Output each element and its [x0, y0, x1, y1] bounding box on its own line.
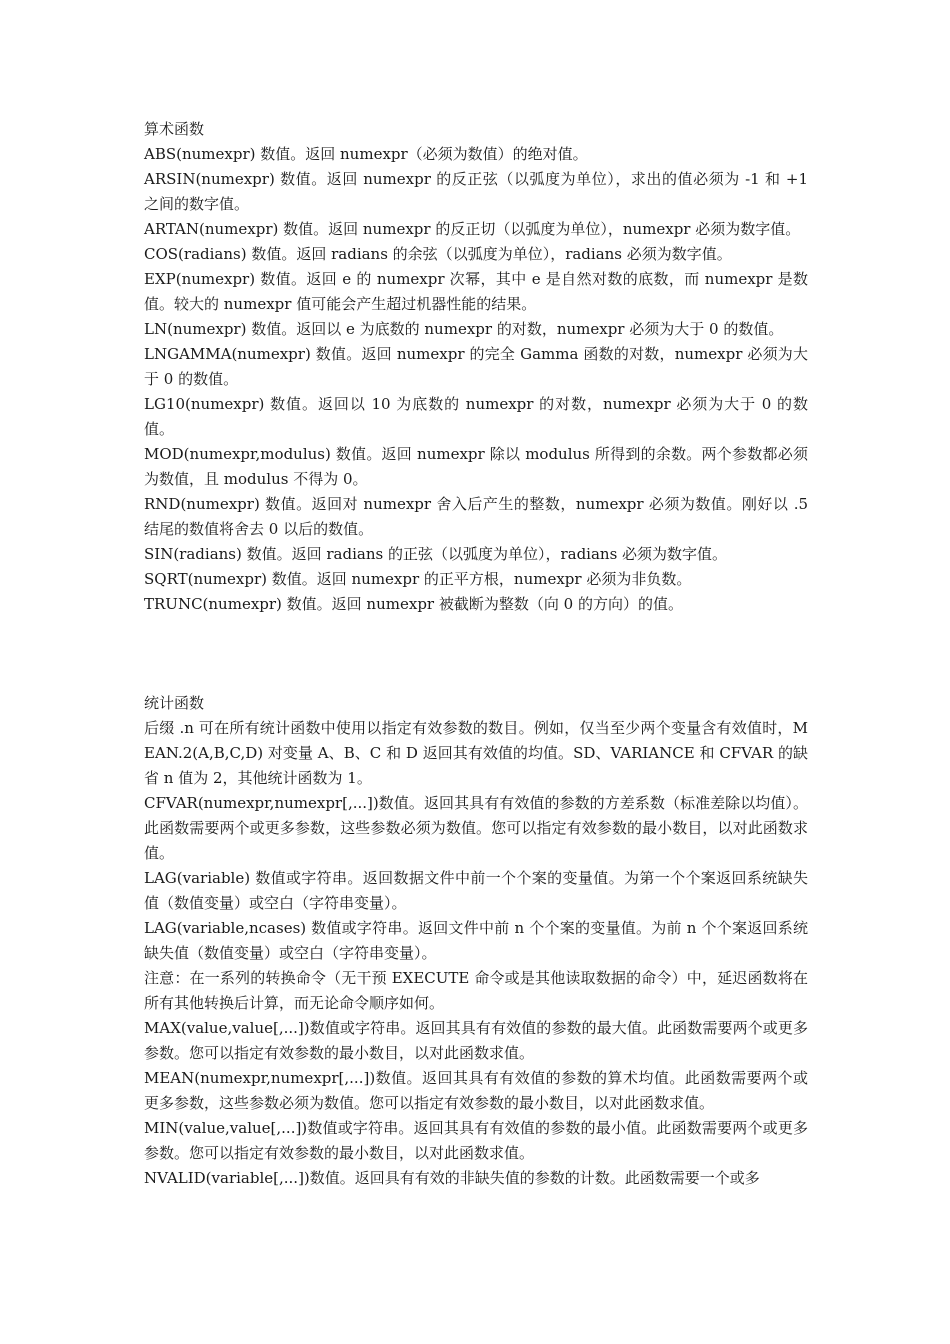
function-entry-max: MAX(value,value[,...])数值或字符串。返回其具有有效值的参数的最大值。此函数需要两个或更多参数。您可以指定有效参数的最小数目，以对此函数求值。 — [144, 1019, 808, 1062]
function-entry-nvalid: NVALID(variable[,...])数值。返回具有有效的非缺失值的参数的计数。此函数需要一个或多 — [144, 1169, 760, 1187]
suffix-n-note: 后缀 .n 可在所有统计函数中使用以指定有效参数的数目。例如，仅当至少两个变量含有效值时，MEAN.2(A,B,C,D) 对变量 A、B、C 和 D 返回其有效值的均值。SD、VARIANCE 和 CFVAR 的缺省 n 值为 2，其他统计函数为 1。 — [144, 719, 808, 787]
lag-order-note: 注意：在一系列的转换命令（无干预 EXECUTE 命令或是其他读取数据的命令）中，延迟函数将在所有其他转换后计算，而无论命令顺序如何。 — [144, 969, 808, 1012]
function-entry-exp: EXP(numexpr) 数值。返回 e 的 numexpr 次幂，其中 e 是自然对数的底数，而 numexpr 是数值。较大的 numexpr 值可能会产生超过机器性能的结果。 — [144, 270, 808, 313]
function-entry-arsin: ARSIN(numexpr) 数值。返回 numexpr 的反正弦（以弧度为单位），求出的值必须为 -1 和 +1 之间的数字值。 — [144, 170, 808, 213]
function-list — [144, 716, 808, 1191]
function-entry-lag: LAG(variable) 数值或字符串。返回数据文件中前一个个案的变量值。为第一个个案返回系统缺失值（数值变量）或空白（字符串变量）。 — [144, 869, 808, 912]
function-entry-lngamma: LNGAMMA(numexpr) 数值。返回 numexpr 的完全 Gamma 函数的对数，numexpr 必须为大于 0 的数值。 — [144, 345, 808, 388]
function-entry-sqrt: SQRT(numexpr) 数值。返回 numexpr 的正平方根，numexpr 必须为非负数。 — [144, 570, 692, 588]
function-entry-rnd: RND(numexpr) 数值。返回对 numexpr 舍入后产生的整数，numexpr 必须为数值。刚好以 .5 结尾的数值将舍去 0 以后的数值。 — [144, 495, 808, 538]
function-entry-abs: ABS(numexpr) 数值。返回 numexpr（必须为数值）的绝对值。 — [144, 145, 588, 163]
function-entry-cfvar: CFVAR(numexpr,numexpr[,...])数值。返回其具有有效值的参数的方差系数（标准差除以均值）。此函数需要两个或更多参数，这些参数必须为数值。您可以指定有效参数的最小数目，以对此函数求值。 — [144, 794, 808, 862]
section-spacer — [144, 617, 808, 691]
function-entry-mean: MEAN(numexpr,numexpr[,...])数值。返回其具有有效值的参数的算术均值。此函数需要两个或更多参数，这些参数必须为数值。您可以指定有效参数的最小数目，以对此函数求值。 — [144, 1069, 808, 1112]
function-entry-min: MIN(value,value[,...])数值或字符串。返回其具有有效值的参数的最小值。此函数需要两个或更多参数。您可以指定有效参数的最小数目，以对此函数求值。 — [144, 1119, 808, 1162]
function-entry-ln: LN(numexpr) 数值。返回以 e 为底数的 numexpr 的对数，numexpr 必须为大于 0 的数值。 — [144, 320, 784, 338]
section-title: 统计函数 — [144, 694, 205, 712]
function-entry-sin: SIN(radians) 数值。返回 radians 的正弦（以弧度为单位），radians 必须为数字值。 — [144, 545, 728, 563]
function-entry-artan: ARTAN(numexpr) 数值。返回 numexpr 的反正切（以弧度为单位），numexpr 必须为数字值。 — [144, 220, 801, 238]
arithmetic-functions-section — [144, 117, 808, 617]
function-entry-lg10: LG10(numexpr) 数值。返回以 10 为底数的 numexpr 的对数，numexpr 必须为大于 0 的数值。 — [144, 395, 808, 438]
function-entry-lag-ncases: LAG(variable,ncases) 数值或字符串。返回文件中前 n 个个案的变量值。为前 n 个个案返回系统缺失值（数值变量）或空白（字符串变量）。 — [144, 919, 808, 962]
statistical-functions-section — [144, 691, 808, 1191]
function-list — [144, 142, 808, 617]
function-entry-trunc: TRUNC(numexpr) 数值。返回 numexpr 被截断为整数（向 0 的方向）的值。 — [144, 595, 683, 613]
function-entry-cos: COS(radians) 数值。返回 radians 的余弦（以弧度为单位），radians 必须为数字值。 — [144, 245, 732, 263]
function-entry-mod: MOD(numexpr,modulus) 数值。返回 numexpr 除以 modulus 所得到的余数。两个参数都必须为数值，且 modulus 不得为 0。 — [144, 445, 808, 488]
document-page — [144, 117, 808, 1191]
section-title: 算术函数 — [144, 120, 205, 138]
